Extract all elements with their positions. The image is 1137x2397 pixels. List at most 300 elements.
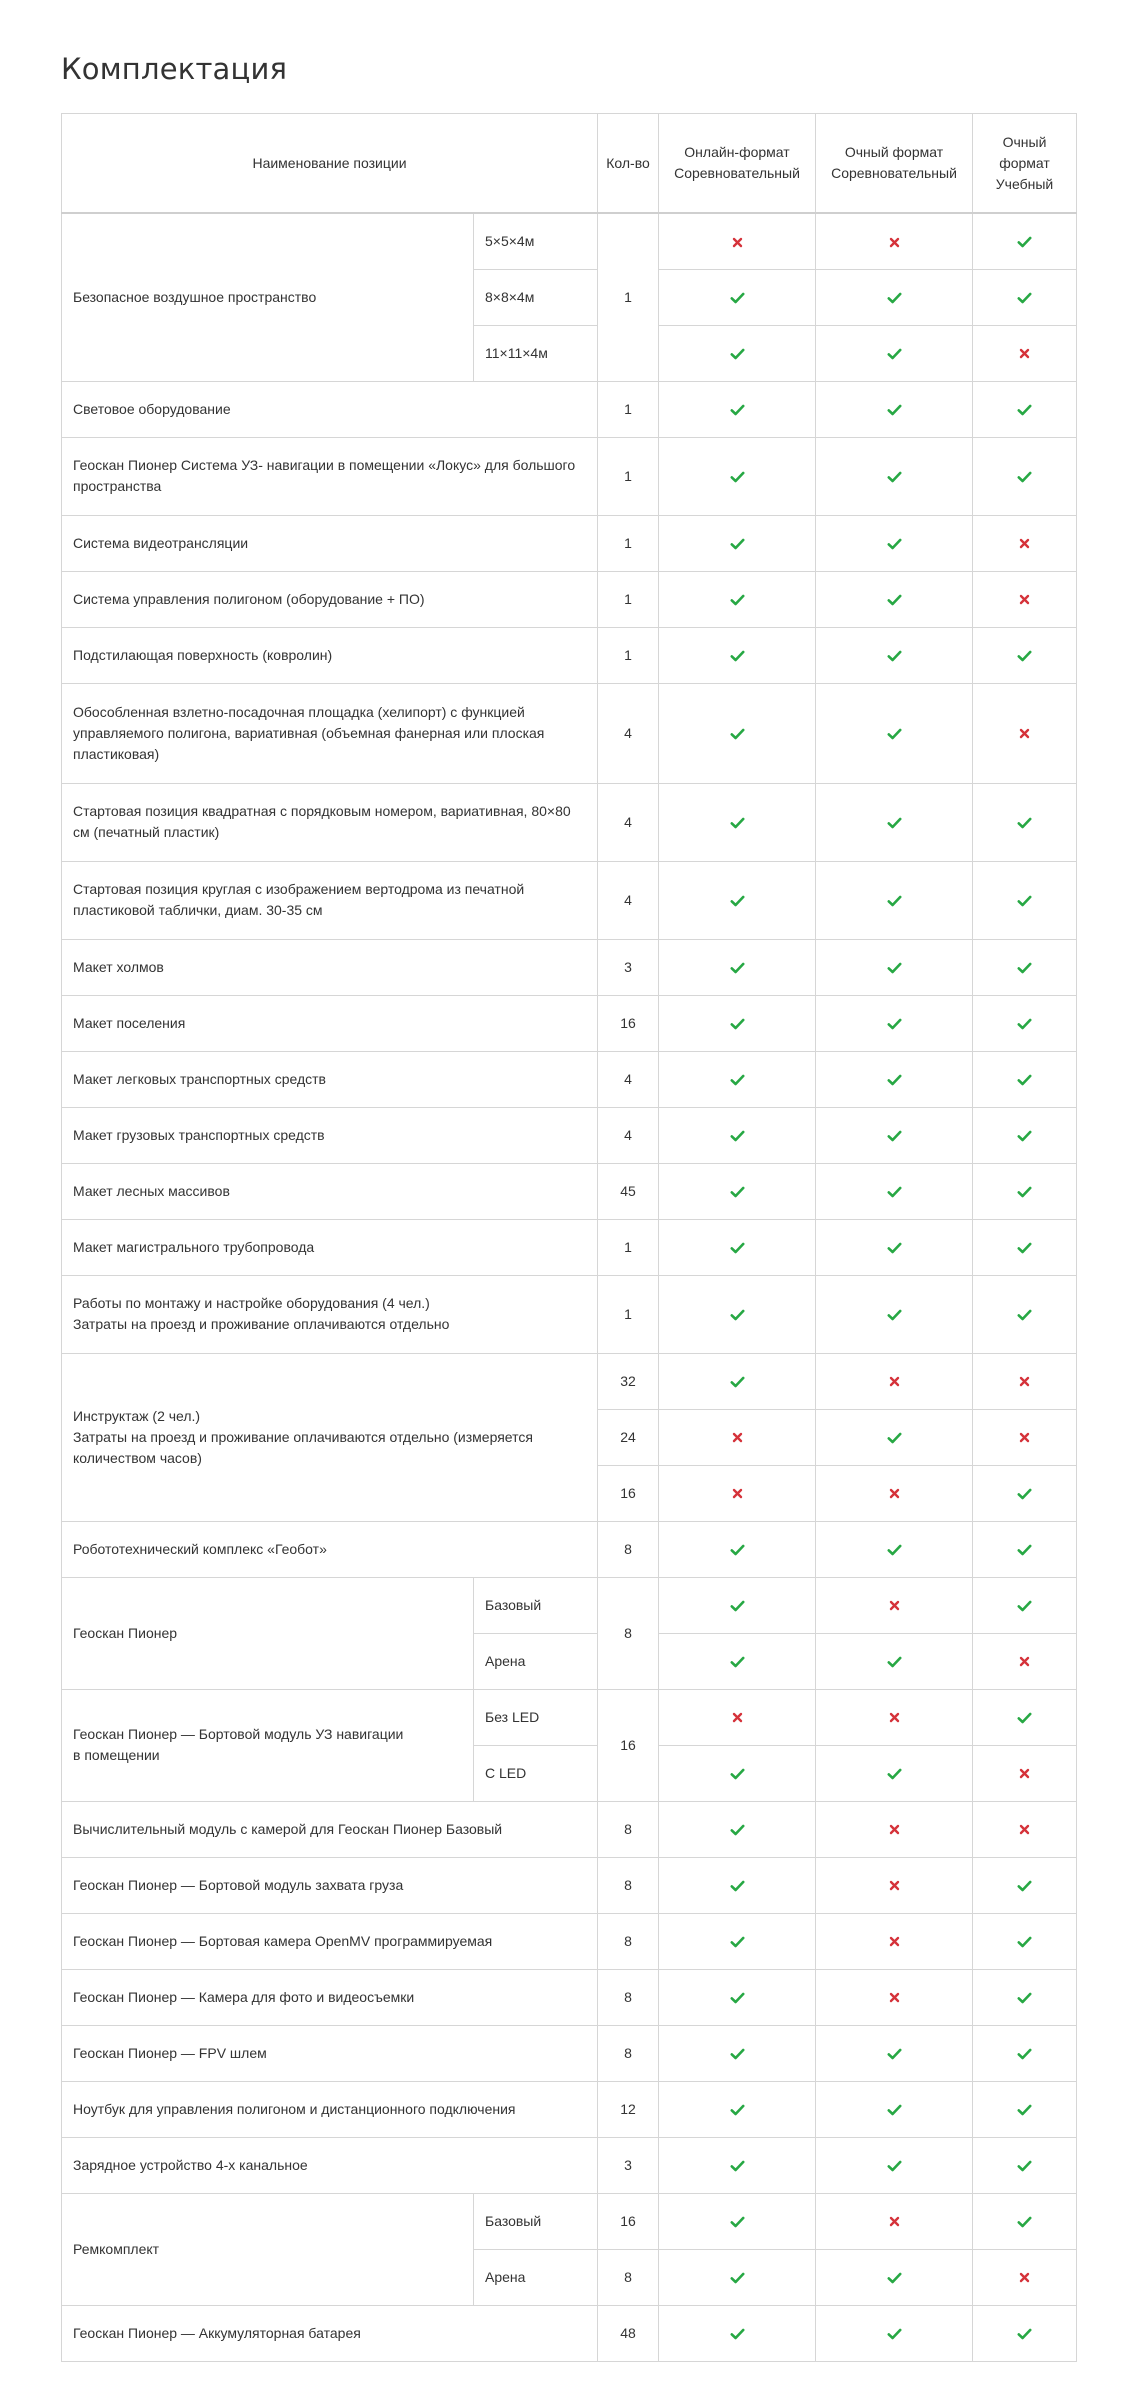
mark-cell bbox=[816, 325, 973, 381]
check-icon bbox=[730, 1242, 745, 1254]
check-icon bbox=[887, 1544, 902, 1556]
mark-cell bbox=[973, 1163, 1077, 1219]
item-name: Макет легковых транспортных средств bbox=[62, 1051, 598, 1107]
check-icon bbox=[730, 348, 745, 360]
cross-icon bbox=[1019, 1824, 1030, 1835]
cross-icon bbox=[1019, 1656, 1030, 1667]
check-icon bbox=[887, 1074, 902, 1086]
mark-cell bbox=[816, 571, 973, 627]
mark-cell bbox=[973, 939, 1077, 995]
table-row bbox=[62, 381, 1077, 437]
mark-cell bbox=[816, 783, 973, 861]
check-icon bbox=[887, 404, 902, 416]
mark-cell bbox=[659, 1219, 816, 1275]
check-icon bbox=[1017, 1074, 1032, 1086]
item-qty: 8 bbox=[598, 1521, 659, 1577]
table-row bbox=[62, 995, 1077, 1051]
check-icon bbox=[730, 2048, 745, 2060]
check-icon bbox=[887, 292, 902, 304]
check-icon bbox=[730, 1376, 745, 1388]
check-icon bbox=[730, 1936, 745, 1948]
cross-icon bbox=[889, 1712, 900, 1723]
mark-cell bbox=[659, 2025, 816, 2081]
mark-cell bbox=[973, 1577, 1077, 1633]
check-icon bbox=[1017, 471, 1032, 483]
check-icon bbox=[1017, 650, 1032, 662]
table-row bbox=[62, 1689, 1077, 1745]
table-row bbox=[62, 1353, 1077, 1409]
check-icon bbox=[887, 471, 902, 483]
mark-cell bbox=[973, 1857, 1077, 1913]
mark-cell bbox=[973, 1521, 1077, 1577]
item-qty: 12 bbox=[598, 2081, 659, 2137]
check-icon bbox=[1017, 1600, 1032, 1612]
mark-cell bbox=[659, 1689, 816, 1745]
mark-cell bbox=[816, 1219, 973, 1275]
item-name: Геоскан Пионер — Бортовой модуль УЗ навигации в помещении bbox=[62, 1689, 474, 1801]
table-row bbox=[62, 1521, 1077, 1577]
table-row bbox=[62, 861, 1077, 939]
item-name: Стартовая позиция квадратная с порядковым номером, вариативная, 80×80 см (печатный пластик) bbox=[62, 783, 598, 861]
check-icon bbox=[1017, 1936, 1032, 1948]
item-qty: 1 bbox=[598, 381, 659, 437]
item-qty: 3 bbox=[598, 2137, 659, 2193]
mark-cell bbox=[659, 2193, 816, 2249]
item-name: Макет магистрального трубопровода bbox=[62, 1219, 598, 1275]
mark-cell bbox=[659, 1577, 816, 1633]
item-name: Зарядное устройство 4-х канальное bbox=[62, 2137, 598, 2193]
cross-icon bbox=[1019, 348, 1030, 359]
cross-icon bbox=[889, 237, 900, 248]
mark-cell bbox=[816, 1051, 973, 1107]
item-name: Макет лесных массивов bbox=[62, 1163, 598, 1219]
mark-cell bbox=[816, 1107, 973, 1163]
item-qty: 1 bbox=[598, 515, 659, 571]
cross-icon bbox=[889, 2216, 900, 2227]
item-name: Подстилающая поверхность (ковролин) bbox=[62, 627, 598, 683]
check-icon bbox=[887, 2272, 902, 2284]
cross-icon bbox=[1019, 538, 1030, 549]
table-row bbox=[62, 213, 1077, 269]
check-icon bbox=[1017, 2104, 1032, 2116]
mark-cell bbox=[816, 1577, 973, 1633]
check-icon bbox=[887, 2160, 902, 2172]
item-qty: 1 bbox=[598, 627, 659, 683]
table-body bbox=[62, 213, 1077, 2361]
item-qty: 8 bbox=[598, 1913, 659, 1969]
check-icon bbox=[730, 1768, 745, 1780]
item-qty: 16 bbox=[598, 2193, 659, 2249]
check-icon bbox=[730, 2216, 745, 2228]
mark-cell bbox=[659, 2249, 816, 2305]
mark-cell bbox=[659, 1163, 816, 1219]
cross-icon bbox=[889, 1992, 900, 2003]
item-qty: 8 bbox=[598, 2249, 659, 2305]
check-icon bbox=[887, 1309, 902, 1321]
mark-cell bbox=[973, 1689, 1077, 1745]
cross-icon bbox=[889, 1488, 900, 1499]
mark-cell bbox=[659, 1913, 816, 1969]
mark-cell bbox=[816, 627, 973, 683]
check-icon bbox=[1017, 1186, 1032, 1198]
mark-cell bbox=[816, 1969, 973, 2025]
mark-cell bbox=[973, 2137, 1077, 2193]
mark-cell bbox=[659, 1969, 816, 2025]
check-icon bbox=[1017, 1130, 1032, 1142]
check-icon bbox=[730, 1074, 745, 1086]
item-name: Геоскан Пионер bbox=[62, 1577, 474, 1689]
item-name: Макет грузовых транспортных средств bbox=[62, 1107, 598, 1163]
item-qty: 1 bbox=[598, 1219, 659, 1275]
item-variant: Арена bbox=[474, 1633, 598, 1689]
check-icon bbox=[730, 895, 745, 907]
check-icon bbox=[730, 650, 745, 662]
check-icon bbox=[1017, 1712, 1032, 1724]
item-qty: 16 bbox=[598, 1689, 659, 1801]
mark-cell bbox=[816, 1275, 973, 1353]
mark-cell bbox=[816, 1857, 973, 1913]
mark-cell bbox=[973, 683, 1077, 783]
table-row bbox=[62, 1275, 1077, 1353]
item-qty: 8 bbox=[598, 1577, 659, 1689]
item-qty: 1 bbox=[598, 1275, 659, 1353]
mark-cell bbox=[973, 571, 1077, 627]
check-icon bbox=[730, 1600, 745, 1612]
check-icon bbox=[887, 2328, 902, 2340]
mark-cell bbox=[973, 1219, 1077, 1275]
mark-cell bbox=[816, 939, 973, 995]
mark-cell bbox=[973, 1275, 1077, 1353]
header-offline-competitive: Очный формат Соревновательный bbox=[816, 114, 973, 214]
check-icon bbox=[887, 1432, 902, 1444]
item-name: Геоскан Пионер — FPV шлем bbox=[62, 2025, 598, 2081]
item-qty: 1 bbox=[598, 571, 659, 627]
check-icon bbox=[1017, 2328, 1032, 2340]
check-icon bbox=[730, 1824, 745, 1836]
mark-cell bbox=[816, 995, 973, 1051]
mark-cell bbox=[659, 1409, 816, 1465]
mark-cell bbox=[659, 1857, 816, 1913]
check-icon bbox=[730, 1992, 745, 2004]
mark-cell bbox=[973, 1633, 1077, 1689]
item-variant: 8×8×4м bbox=[474, 269, 598, 325]
item-name: Безопасное воздушное пространство bbox=[62, 213, 474, 381]
check-icon bbox=[1017, 2048, 1032, 2060]
table-row bbox=[62, 571, 1077, 627]
item-qty: 4 bbox=[598, 683, 659, 783]
mark-cell bbox=[659, 381, 816, 437]
mark-cell bbox=[973, 995, 1077, 1051]
item-name: Инструктаж (2 чел.) Затраты на проезд и проживание оплачиваются отдельно (измеряется количеством часов) bbox=[62, 1353, 598, 1521]
mark-cell bbox=[659, 213, 816, 269]
check-icon bbox=[1017, 292, 1032, 304]
item-name: Робототехнический комплекс «Геобот» bbox=[62, 1521, 598, 1577]
item-qty: 4 bbox=[598, 1051, 659, 1107]
table-row bbox=[62, 1163, 1077, 1219]
mark-cell bbox=[816, 1353, 973, 1409]
header-qty: Кол-во bbox=[598, 114, 659, 214]
mark-cell bbox=[816, 1521, 973, 1577]
check-icon bbox=[730, 1880, 745, 1892]
item-qty: 16 bbox=[598, 995, 659, 1051]
item-qty: 3 bbox=[598, 939, 659, 995]
item-qty: 1 bbox=[598, 213, 659, 381]
item-variant: Без LED bbox=[474, 1689, 598, 1745]
equipment-table-container bbox=[61, 113, 1076, 2362]
mark-cell bbox=[816, 213, 973, 269]
check-icon bbox=[887, 962, 902, 974]
page-title: Комплектация bbox=[61, 52, 288, 86]
item-name: Макет холмов bbox=[62, 939, 598, 995]
check-icon bbox=[887, 728, 902, 740]
mark-cell bbox=[659, 1633, 816, 1689]
check-icon bbox=[887, 1656, 902, 1668]
mark-cell bbox=[659, 571, 816, 627]
check-icon bbox=[887, 538, 902, 550]
item-name: Геоскан Пионер — Аккумуляторная батарея bbox=[62, 2305, 598, 2361]
item-variant: 11×11×4м bbox=[474, 325, 598, 381]
mark-cell bbox=[816, 2305, 973, 2361]
check-icon bbox=[887, 594, 902, 606]
check-icon bbox=[730, 2104, 745, 2116]
cross-icon bbox=[1019, 728, 1030, 739]
mark-cell bbox=[659, 2305, 816, 2361]
mark-cell bbox=[659, 1107, 816, 1163]
cross-icon bbox=[1019, 1768, 1030, 1779]
mark-cell bbox=[816, 1689, 973, 1745]
mark-cell bbox=[659, 683, 816, 783]
check-icon bbox=[1017, 1242, 1032, 1254]
table-row bbox=[62, 1969, 1077, 2025]
table-row bbox=[62, 515, 1077, 571]
mark-cell bbox=[659, 2137, 816, 2193]
check-icon bbox=[730, 1309, 745, 1321]
mark-cell bbox=[659, 627, 816, 683]
check-icon bbox=[1017, 895, 1032, 907]
mark-cell bbox=[659, 1465, 816, 1521]
check-icon bbox=[887, 1242, 902, 1254]
cross-icon bbox=[732, 1488, 743, 1499]
item-qty: 4 bbox=[598, 783, 659, 861]
mark-cell bbox=[973, 861, 1077, 939]
mark-cell bbox=[659, 939, 816, 995]
mark-cell bbox=[973, 1409, 1077, 1465]
item-variant: Базовый bbox=[474, 2193, 598, 2249]
check-icon bbox=[730, 404, 745, 416]
mark-cell bbox=[659, 325, 816, 381]
item-qty: 1 bbox=[598, 437, 659, 515]
item-name: Обособленная взлетно-посадочная площадка (хелипорт) с функцией управляемого полигона, вариативная (объемная фанерная или плоская пластиковая) bbox=[62, 683, 598, 783]
mark-cell bbox=[659, 783, 816, 861]
mark-cell bbox=[973, 515, 1077, 571]
mark-cell bbox=[816, 381, 973, 437]
equipment-table bbox=[61, 113, 1077, 2362]
table-row bbox=[62, 2305, 1077, 2361]
table-row bbox=[62, 1801, 1077, 1857]
table-row bbox=[62, 939, 1077, 995]
mark-cell bbox=[659, 269, 816, 325]
item-variant: Арена bbox=[474, 2249, 598, 2305]
table-row bbox=[62, 627, 1077, 683]
item-name: Система управления полигоном (оборудование + ПО) bbox=[62, 571, 598, 627]
item-qty: 8 bbox=[598, 1801, 659, 1857]
check-icon bbox=[887, 895, 902, 907]
check-icon bbox=[887, 348, 902, 360]
check-icon bbox=[730, 1130, 745, 1142]
mark-cell bbox=[973, 627, 1077, 683]
check-icon bbox=[887, 1768, 902, 1780]
header-name: Наименование позиции bbox=[62, 114, 598, 214]
check-icon bbox=[1017, 2216, 1032, 2228]
cross-icon bbox=[889, 1880, 900, 1891]
mark-cell bbox=[973, 381, 1077, 437]
item-qty: 32 bbox=[598, 1353, 659, 1409]
mark-cell bbox=[816, 1633, 973, 1689]
mark-cell bbox=[973, 1969, 1077, 2025]
mark-cell bbox=[816, 1465, 973, 1521]
check-icon bbox=[1017, 236, 1032, 248]
mark-cell bbox=[973, 269, 1077, 325]
table-row bbox=[62, 1913, 1077, 1969]
check-icon bbox=[730, 1186, 745, 1198]
mark-cell bbox=[816, 437, 973, 515]
item-name: Система видеотрансляции bbox=[62, 515, 598, 571]
check-icon bbox=[1017, 962, 1032, 974]
table-row bbox=[62, 2081, 1077, 2137]
check-icon bbox=[730, 728, 745, 740]
mark-cell bbox=[973, 2025, 1077, 2081]
mark-cell bbox=[973, 2305, 1077, 2361]
item-variant: Базовый bbox=[474, 1577, 598, 1633]
header-online-competitive: Онлайн-формат Соревновательный bbox=[659, 114, 816, 214]
table-row bbox=[62, 1051, 1077, 1107]
check-icon bbox=[730, 471, 745, 483]
mark-cell bbox=[816, 1745, 973, 1801]
check-icon bbox=[730, 594, 745, 606]
mark-cell bbox=[816, 1409, 973, 1465]
table-row bbox=[62, 2025, 1077, 2081]
check-icon bbox=[1017, 817, 1032, 829]
mark-cell bbox=[816, 1801, 973, 1857]
mark-cell bbox=[659, 861, 816, 939]
mark-cell bbox=[816, 269, 973, 325]
check-icon bbox=[887, 1186, 902, 1198]
item-name: Ремкомплект bbox=[62, 2193, 474, 2305]
mark-cell bbox=[973, 1107, 1077, 1163]
mark-cell bbox=[973, 2193, 1077, 2249]
table-row bbox=[62, 1107, 1077, 1163]
check-icon bbox=[730, 2328, 745, 2340]
item-name: Макет поселения bbox=[62, 995, 598, 1051]
check-icon bbox=[730, 2160, 745, 2172]
check-icon bbox=[1017, 1880, 1032, 1892]
check-icon bbox=[887, 650, 902, 662]
item-qty: 8 bbox=[598, 1969, 659, 2025]
item-qty: 24 bbox=[598, 1409, 659, 1465]
item-qty: 8 bbox=[598, 2025, 659, 2081]
mark-cell bbox=[816, 683, 973, 783]
mark-cell bbox=[659, 1745, 816, 1801]
item-variant: С LED bbox=[474, 1745, 598, 1801]
check-icon bbox=[1017, 404, 1032, 416]
cross-icon bbox=[889, 1824, 900, 1835]
item-qty: 4 bbox=[598, 861, 659, 939]
check-icon bbox=[1017, 1018, 1032, 1030]
mark-cell bbox=[973, 2249, 1077, 2305]
cross-icon bbox=[889, 1600, 900, 1611]
check-icon bbox=[1017, 1488, 1032, 1500]
mark-cell bbox=[973, 1913, 1077, 1969]
check-icon bbox=[887, 2104, 902, 2116]
cross-icon bbox=[1019, 594, 1030, 605]
item-name: Работы по монтажу и настройке оборудования (4 чел.) Затраты на проезд и проживание оплачиваются отдельно bbox=[62, 1275, 598, 1353]
mark-cell bbox=[973, 1465, 1077, 1521]
cross-icon bbox=[1019, 1376, 1030, 1387]
mark-cell bbox=[973, 213, 1077, 269]
table-row bbox=[62, 683, 1077, 783]
table-row bbox=[62, 1577, 1077, 1633]
item-name: Стартовая позиция круглая с изображением вертодрома из печатной пластиковой таблички, диам. 30-35 см bbox=[62, 861, 598, 939]
mark-cell bbox=[973, 2081, 1077, 2137]
item-name: Световое оборудование bbox=[62, 381, 598, 437]
cross-icon bbox=[1019, 1432, 1030, 1443]
mark-cell bbox=[816, 515, 973, 571]
mark-cell bbox=[659, 1801, 816, 1857]
check-icon bbox=[730, 1544, 745, 1556]
mark-cell bbox=[659, 1521, 816, 1577]
item-name: Геоскан Пионер — Камера для фото и видеосъемки bbox=[62, 1969, 598, 2025]
check-icon bbox=[1017, 1992, 1032, 2004]
cross-icon bbox=[732, 1712, 743, 1723]
item-name: Ноутбук для управления полигоном и дистанционного подключения bbox=[62, 2081, 598, 2137]
check-icon bbox=[887, 1018, 902, 1030]
check-icon bbox=[1017, 1544, 1032, 1556]
check-icon bbox=[730, 2272, 745, 2284]
header-row bbox=[62, 114, 1077, 214]
mark-cell bbox=[816, 1163, 973, 1219]
table-row bbox=[62, 1219, 1077, 1275]
mark-cell bbox=[973, 1801, 1077, 1857]
mark-cell bbox=[816, 1913, 973, 1969]
item-qty: 48 bbox=[598, 2305, 659, 2361]
mark-cell bbox=[659, 515, 816, 571]
mark-cell bbox=[816, 2193, 973, 2249]
table-header bbox=[62, 114, 1077, 214]
check-icon bbox=[887, 817, 902, 829]
check-icon bbox=[730, 1656, 745, 1668]
mark-cell bbox=[659, 1051, 816, 1107]
cross-icon bbox=[732, 1432, 743, 1443]
check-icon bbox=[887, 1130, 902, 1142]
check-icon bbox=[730, 1018, 745, 1030]
cross-icon bbox=[889, 1936, 900, 1947]
mark-cell bbox=[973, 783, 1077, 861]
check-icon bbox=[730, 538, 745, 550]
mark-cell bbox=[659, 437, 816, 515]
check-icon bbox=[730, 817, 745, 829]
check-icon bbox=[887, 2048, 902, 2060]
mark-cell bbox=[659, 2081, 816, 2137]
table-row bbox=[62, 2137, 1077, 2193]
table-row bbox=[62, 1857, 1077, 1913]
cross-icon bbox=[889, 1376, 900, 1387]
check-icon bbox=[1017, 2160, 1032, 2172]
item-name: Вычислительный модуль с камерой для Геоскан Пионер Базовый bbox=[62, 1801, 598, 1857]
item-qty: 4 bbox=[598, 1107, 659, 1163]
cross-icon bbox=[1019, 2272, 1030, 2283]
item-name: Геоскан Пионер — Бортовой модуль захвата груза bbox=[62, 1857, 598, 1913]
mark-cell bbox=[659, 1353, 816, 1409]
